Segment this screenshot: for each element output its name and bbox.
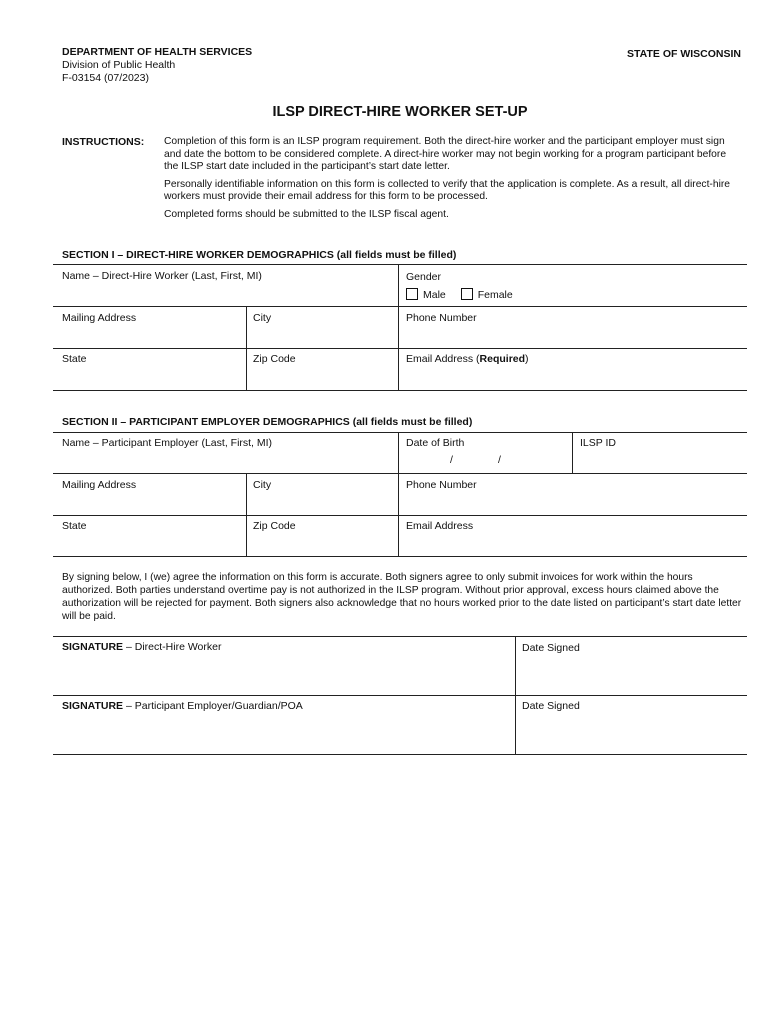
instructions-text bbox=[164, 136, 739, 226]
worker-mailing-address-field[interactable] bbox=[62, 312, 242, 346]
instructions-label: INSTRUCTIONS: bbox=[62, 136, 145, 148]
employer-phone-field[interactable] bbox=[406, 479, 741, 513]
employer-name-field[interactable] bbox=[62, 437, 392, 471]
male-option[interactable]: Male bbox=[406, 289, 446, 301]
gender-options bbox=[406, 288, 513, 301]
worker-signature-label: – Direct-Hire Worker bbox=[123, 641, 222, 653]
gender-label: Gender bbox=[406, 271, 442, 283]
agency-header bbox=[62, 46, 252, 85]
female-checkbox[interactable] bbox=[461, 288, 473, 300]
employer-signature-label: – Participant Employer/Guardian/POA bbox=[123, 700, 303, 712]
employer-city-field[interactable] bbox=[253, 479, 393, 513]
section1-divider bbox=[398, 264, 399, 390]
employer-email-field[interactable] bbox=[406, 520, 741, 554]
state-label: State bbox=[62, 520, 87, 532]
ilsp-divider bbox=[572, 432, 573, 474]
date-signed-label: Date Signed bbox=[522, 642, 580, 654]
worker-name-label: Name – Direct-Hire Worker (Last, First, MI) bbox=[62, 270, 262, 282]
worker-state-field[interactable] bbox=[62, 353, 242, 387]
city-label: City bbox=[253, 479, 272, 491]
agreement-text: By signing below, I (we) agree the information on this form is accurate. Both signers agree to only submit invoices for work within the hours authorized. Both parties understand overtime pay is not authorized in the ILSP program. Without prior approval, excess hours claimed above the authorization will be rejected for payment. Both signers also acknowledge that no hours worked prior to the date listed on participant’s start date letter will be paid. bbox=[62, 572, 742, 622]
worker-name-field[interactable] bbox=[62, 270, 392, 306]
date-signed-label: Date Signed bbox=[522, 700, 580, 712]
section2-row-rule bbox=[53, 515, 747, 516]
employer-signature-field[interactable] bbox=[62, 700, 502, 750]
section2-row-rule bbox=[53, 473, 747, 474]
form-number: F-03154 (07/2023) bbox=[62, 72, 149, 84]
section2-title: SECTION II – PARTICIPANT EMPLOYER DEMOGRAPHICS (all fields must be filled) bbox=[62, 416, 473, 428]
employer-name-label: Name – Participant Employer (Last, First, MI) bbox=[62, 437, 273, 449]
worker-zip-field[interactable] bbox=[253, 353, 393, 387]
section2-top-rule bbox=[53, 432, 747, 433]
employer-mailing-address-field[interactable] bbox=[62, 479, 242, 513]
dob-label: Date of Birth bbox=[406, 437, 465, 449]
section2-bottom-rule bbox=[53, 556, 747, 557]
form-title: ILSP DIRECT-HIRE WORKER SET-UP bbox=[272, 104, 528, 120]
state-name: STATE OF WISCONSIN bbox=[627, 48, 741, 60]
signature-row-rule bbox=[53, 695, 747, 696]
dob-separator: / bbox=[450, 454, 453, 466]
state-label: State bbox=[62, 353, 87, 365]
email-required-label: Required bbox=[479, 353, 526, 365]
dob-separator: / bbox=[498, 454, 501, 466]
worker-date-signed-field[interactable] bbox=[522, 642, 742, 692]
ilsp-id-label: ILSP ID bbox=[580, 437, 616, 449]
worker-signature-field[interactable] bbox=[62, 641, 502, 691]
signature-top-rule bbox=[53, 636, 747, 637]
department-name: DEPARTMENT OF HEALTH SERVICES bbox=[62, 46, 253, 58]
employer-date-signed-field[interactable] bbox=[522, 700, 742, 750]
email-label: Email Address ( bbox=[406, 353, 480, 365]
email-label: Email Address bbox=[406, 520, 474, 532]
instructions-paragraph: Personally identifiable information on this form is collected to verify that the application is complete. As a result, all direct-hire workers must provide their email address for this form to be processed. bbox=[164, 178, 731, 202]
worker-phone-field[interactable] bbox=[406, 312, 741, 346]
instructions-paragraph: Completed forms should be submitted to the ILSP fiscal agent. bbox=[164, 208, 449, 220]
signature-word: SIGNATURE bbox=[62, 700, 124, 712]
female-option[interactable]: Female bbox=[461, 289, 513, 301]
ilsp-id-field[interactable] bbox=[580, 437, 740, 471]
mailing-address-label: Mailing Address bbox=[62, 312, 137, 324]
division-name: Division of Public Health bbox=[62, 59, 176, 71]
male-checkbox[interactable] bbox=[406, 288, 418, 300]
dob-field[interactable] bbox=[406, 437, 566, 471]
phone-label: Phone Number bbox=[406, 479, 477, 491]
signature-bottom-rule bbox=[53, 754, 747, 755]
email-label-suffix: ) bbox=[525, 353, 529, 365]
city-label: City bbox=[253, 312, 272, 324]
worker-email-field[interactable] bbox=[406, 353, 741, 387]
section1-title: SECTION I – DIRECT-HIRE WORKER DEMOGRAPHICS (all fields must be filled) bbox=[62, 249, 457, 261]
signature-word: SIGNATURE bbox=[62, 641, 124, 653]
employer-zip-field[interactable] bbox=[253, 520, 393, 554]
instructions-paragraph: Completion of this form is an ILSP program requirement. Both the direct-hire worker and the participant employer must sign and date the bottom to be considered complete. A direct-hire worker may not begin working for a program participant before the ILSP start date included in the participant’s start date letter. bbox=[164, 136, 727, 172]
zip-label: Zip Code bbox=[253, 520, 296, 532]
zip-label: Zip Code bbox=[253, 353, 296, 365]
section2-divider bbox=[398, 432, 399, 556]
section1-row-rule bbox=[53, 348, 747, 349]
section1-bottom-rule bbox=[53, 390, 747, 391]
section1-top-rule bbox=[53, 264, 747, 265]
section1-row-rule bbox=[53, 306, 747, 307]
worker-city-field[interactable] bbox=[253, 312, 393, 346]
mailing-address-label: Mailing Address bbox=[62, 479, 137, 491]
phone-label: Phone Number bbox=[406, 312, 477, 324]
employer-state-field[interactable] bbox=[62, 520, 242, 554]
